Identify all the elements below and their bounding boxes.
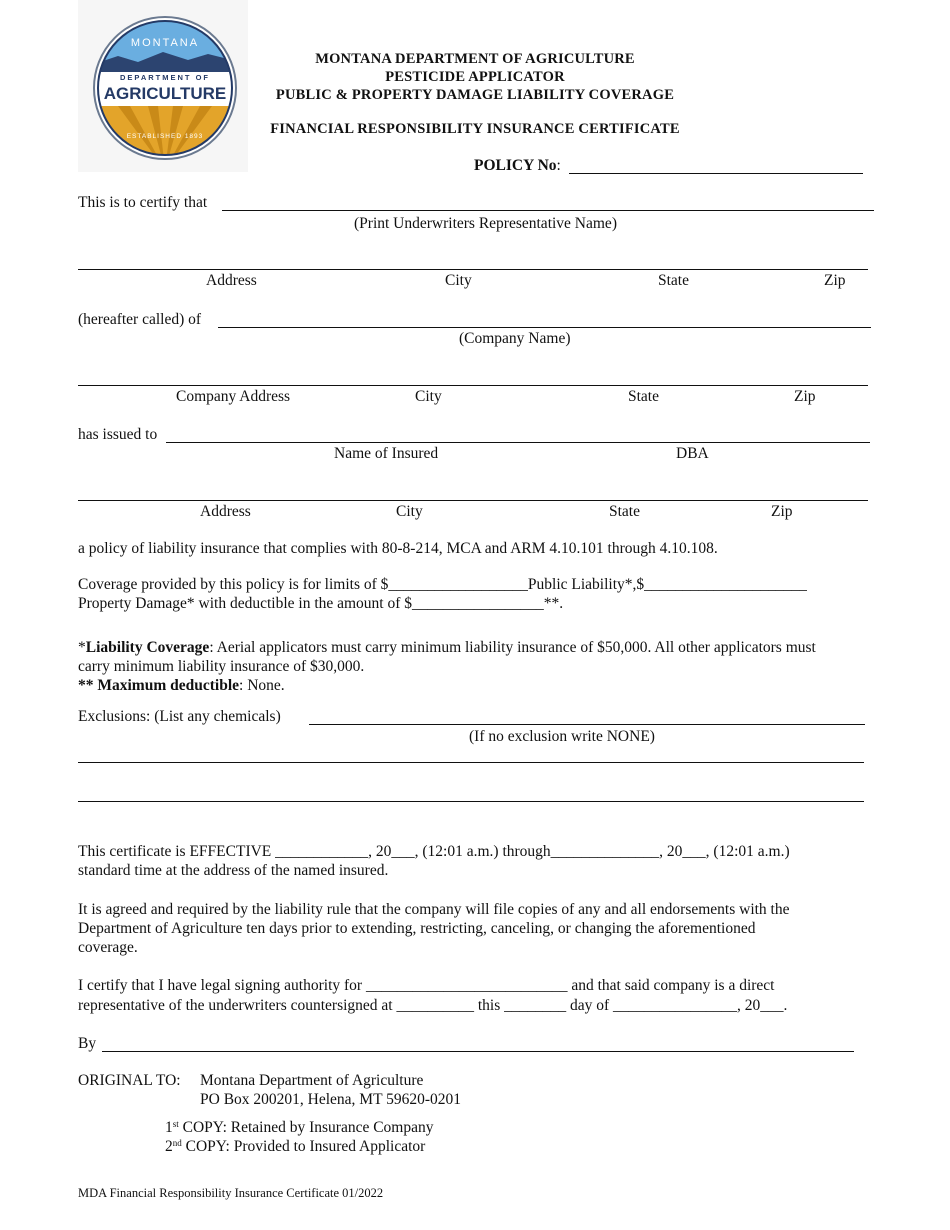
header-line-4: FINANCIAL RESPONSIBILITY INSURANCE CERTIFICATE (270, 121, 680, 137)
liability-note-line-1: *Liability Coverage: Aerial applicators must carry minimum liability insurance of $50,000. All other applicators must (78, 639, 816, 656)
addr2-city-caption: City (415, 388, 442, 405)
company-name-field[interactable] (218, 327, 871, 328)
issued-prefix: has issued to (78, 426, 158, 443)
addr3-state-caption: State (609, 503, 640, 520)
insured-caption: Name of Insured (334, 445, 439, 462)
underwriter-caption: (Print Underwriters Representative Name) (354, 215, 617, 232)
certify-prefix: This is to certify that (78, 194, 208, 211)
policy-number-label: POLICY No: (474, 157, 561, 174)
underwriter-address-field[interactable] (78, 269, 868, 270)
exclusions-field-line-3[interactable] (78, 801, 864, 802)
addr1-city-caption: City (445, 272, 472, 289)
policy-number-field[interactable] (569, 173, 863, 174)
certify-authority-line-1: I certify that I have legal signing authority for __________________________ and that said company is a direct (78, 977, 775, 994)
copy-2-line: 2nd COPY: Provided to Insured Applicator (165, 1138, 426, 1155)
insured-name-field[interactable] (166, 442, 870, 443)
agreed-line-2: Department of Agriculture ten days prior to extending, restricting, canceling, or changing the aforementioned (78, 920, 756, 937)
exclusions-field[interactable] (309, 724, 865, 725)
logo-middle-big-text: AGRICULTURE (103, 84, 227, 103)
addr1-zip-caption: Zip (824, 272, 846, 289)
effective-line-1: This certificate is EFFECTIVE ____________, 20___, (12:01 a.m.) through______________, 20___, (12:01 a.m.) (78, 843, 790, 860)
insured-address-field[interactable] (78, 500, 868, 501)
logo-bottom-text: ESTABLISHED 1893 (126, 133, 204, 140)
company-address-field[interactable] (78, 385, 868, 386)
property-damage-limit-field[interactable]: _____________________ (644, 576, 807, 593)
policy-complies-text: a policy of liability insurance that complies with 80-8-214, MCA and ARM 4.10.101 through 4.10.108. (78, 540, 718, 557)
certify-authority-line-2: representative of the underwriters countersigned at __________ this ________ day of ________________, 20___. (78, 997, 788, 1014)
logo-middle-small-text: DEPARTMENT OF (119, 73, 211, 82)
addr3-zip-caption: Zip (771, 503, 793, 520)
original-to-line-2: PO Box 200201, Helena, MT 59620-0201 (200, 1091, 462, 1108)
signature-field[interactable] (102, 1051, 854, 1052)
addr3-address-caption: Address (200, 503, 251, 520)
max-deductible-note: ** Maximum deductible: None. (78, 677, 285, 694)
dba-caption: DBA (676, 445, 709, 462)
department-logo (78, 0, 248, 172)
by-label: By (78, 1035, 97, 1052)
addr2-address-caption: Company Address (176, 388, 291, 405)
addr3-city-caption: City (396, 503, 423, 520)
coverage-line-1: Coverage provided by this policy is for limits of $__________________Public Liability*,$_____________________ (78, 576, 807, 593)
liability-note-line-2: carry minimum liability insurance of $30,000. (78, 658, 365, 675)
company-caption: (Company Name) (459, 330, 571, 347)
addr2-zip-caption: Zip (794, 388, 816, 405)
copy-1-line: 1st COPY: Retained by Insurance Company (165, 1119, 434, 1136)
underwriter-name-field[interactable] (222, 210, 874, 211)
header-line-2: PESTICIDE APPLICATOR (385, 69, 565, 85)
footer-text: MDA Financial Responsibility Insurance Certificate 01/2022 (78, 1186, 384, 1200)
logo-top-text: MONTANA (130, 37, 200, 49)
hereafter-prefix: (hereafter called) of (78, 311, 202, 328)
original-to-line-1: Montana Department of Agriculture (200, 1072, 424, 1089)
agreed-line-3: coverage. (78, 939, 138, 956)
header-line-1: MONTANA DEPARTMENT OF AGRICULTURE (315, 51, 635, 67)
department-seal-graphic (78, 0, 248, 172)
public-liability-amount-field[interactable]: __________________ (388, 576, 528, 593)
addr2-state-caption: State (628, 388, 659, 405)
deductible-amount-field[interactable]: _________________ (412, 595, 544, 612)
effective-line-2: standard time at the address of the named insured. (78, 862, 389, 879)
coverage-line-2: Property Damage* with deductible in the amount of $_________________**. (78, 595, 564, 612)
exclusions-prefix: Exclusions: (List any chemicals) (78, 708, 281, 725)
addr1-state-caption: State (658, 272, 689, 289)
agreed-line-1: It is agreed and required by the liability rule that the company will file copies of any and all endorsements with the (78, 901, 790, 918)
exclusions-field-line-2[interactable] (78, 762, 864, 763)
original-to-label: ORIGINAL TO: (78, 1072, 181, 1089)
header-line-3: PUBLIC & PROPERTY DAMAGE LIABILITY COVERAGE (275, 87, 675, 103)
exclusions-caption: (If no exclusion write NONE) (469, 728, 655, 745)
addr1-address-caption: Address (206, 272, 257, 289)
